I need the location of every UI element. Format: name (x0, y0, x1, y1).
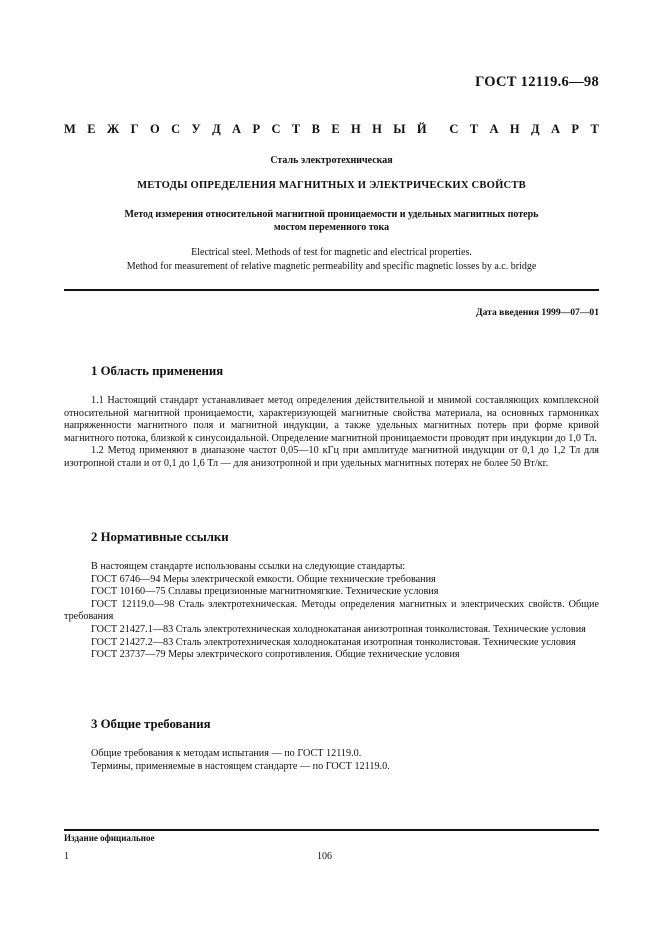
section-heading: 2 Нормативные ссылки (91, 530, 229, 544)
banner-letter: О (149, 122, 160, 136)
banner-letter: Е (331, 122, 340, 136)
banner-letter: А (551, 122, 561, 136)
section-body (64, 748, 599, 773)
banner-letter: Т (469, 122, 479, 136)
banner-letter: Т (291, 122, 301, 136)
banner-letter: Д (212, 122, 221, 136)
document-subtitle: Сталь электротехническая (270, 155, 393, 166)
paragraph: Термины, применяемые в настоящем стандарте — по ГОСТ 12119.0. (91, 760, 390, 772)
banner-letter: У (191, 122, 201, 136)
page-marker: 1 (64, 851, 69, 862)
english-title-line: Method for measurement of relative magnetic permeability and specific magnetic losses by a.c. bridge (126, 261, 537, 272)
banner-letter: Р (252, 122, 261, 136)
paragraph: 1.1 Настоящий стандарт устанавливает метод определения действительной и мнимой составляющих комплексной относительной магнитной проницаемости, характеризующей магнитные свойства материала, на основных гармониках напряженности магнитного поля и магнитной индукции, а также удельных магнитных потерь при форме кривой магнитного потока, близкой к синусоидальной. Определение магнитной проницаемости проводят при индукции до 1,0 Тл. (64, 395, 599, 444)
reference-item: ГОСТ 21427.1—83 Сталь электротехническая холоднокатаная анизотропная тонколистовая. Технические условия (91, 623, 586, 635)
banner-letter: В (311, 122, 320, 136)
method-title (64, 208, 599, 234)
paragraph: Общие требования к методам испытания — по ГОСТ 12119.0. (91, 748, 362, 759)
section-body (64, 395, 599, 471)
banner-letter: С (171, 122, 181, 136)
banner-letter: Ы (393, 122, 406, 136)
paragraph: 1.2 Метод применяют в диапазоне частот 0,05—10 кГц при амплитуде магнитной индукции от 0,1 до 1,2 Тл для изотропной стали и от 0,1 до 1,6 Тл — для анизотропной и при удельных магнитных потерях не более 50 Вт/кг. (64, 445, 599, 469)
reference-item: ГОСТ 23737—79 Меры электрического сопротивления. Общие технические условия (91, 649, 460, 661)
official-edition-label: Издание официальное (64, 833, 155, 843)
banner-letter: А (489, 122, 499, 136)
banner-letter: Й (416, 122, 427, 136)
english-title (64, 246, 599, 274)
section-heading: 1 Область применения (91, 364, 224, 378)
footer-divider (64, 829, 599, 831)
banner-letter: М (64, 122, 76, 136)
banner-letter: Д (531, 122, 540, 136)
english-title-line: Electrical steel. Methods of test for magnetic and electrical properties. (191, 247, 472, 258)
section-heading: 3 Общие требования (91, 717, 211, 731)
banner-letter: Ж (106, 122, 120, 136)
banner-letter: Е (87, 122, 96, 136)
reference-item: ГОСТ 6746—94 Меры электрической емкости. Общие технические требования (91, 573, 436, 585)
document-title: МЕТОДЫ ОПРЕДЕЛЕНИЯ МАГНИТНЫХ И ЭЛЕКТРИЧЕСКИХ СВОЙСТВ (137, 180, 526, 191)
header-divider (64, 289, 599, 291)
banner-letter: С (271, 122, 281, 136)
banner-letter: А (232, 122, 242, 136)
section-body (64, 561, 599, 662)
banner-letter: Н (372, 122, 382, 136)
banner-letter: Н (351, 122, 361, 136)
banner-letter: Т (590, 122, 599, 136)
reference-item: ГОСТ 10160—75 Сплавы прецизионные магнитномягкие. Технические условия (91, 586, 439, 598)
standard-number: ГОСТ 12119.6—98 (475, 74, 599, 90)
method-title-line: мостом переменного тока (273, 222, 390, 233)
paragraph: В настоящем стандарте использованы ссылки на следующие стандарты: (91, 561, 406, 572)
introduction-date: Дата введения 1999—07—01 (476, 307, 599, 318)
banner-letter: Р (571, 122, 580, 136)
banner-letter: Н (509, 122, 520, 136)
banner-letter: Г (130, 122, 139, 136)
reference-item: ГОСТ 21427.2—83 Сталь электротехническая холоднокатаная изотропная тонколистовая. Технические условия (91, 636, 576, 648)
interstate-standard-banner (64, 122, 599, 137)
reference-item: ГОСТ 12119.0—98 Сталь электротехническая. Методы определения магнитных и электрических свойств. Общие требования (64, 598, 599, 623)
banner-letter: С (449, 122, 459, 136)
page-number: 106 (317, 851, 332, 862)
method-title-line: Метод измерения относительной магнитной проницаемости и удельных магнитных потерь (124, 209, 539, 220)
